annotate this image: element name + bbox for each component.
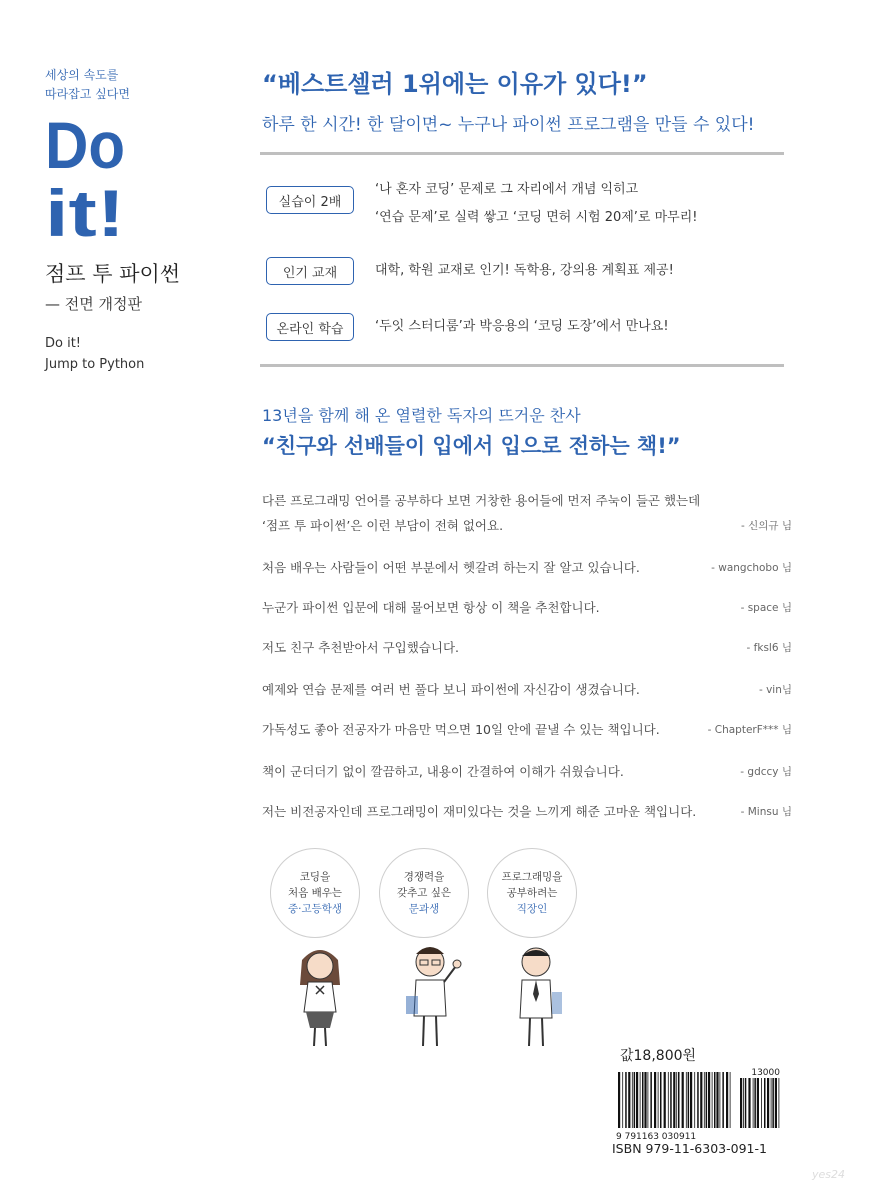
- speech-bubble-student: [270, 848, 360, 938]
- logo-do: Do: [45, 110, 125, 182]
- feature-popular-text: [375, 257, 674, 285]
- review-text: 저도 친구 추천받아서 구입했습니다.: [262, 640, 460, 655]
- barcode-bar: [690, 1072, 692, 1128]
- badge-popular: 인기 교재: [266, 257, 354, 285]
- logo-it: it!: [45, 176, 125, 240]
- liberal-arts-character-illustration: [398, 940, 468, 1050]
- review-text: ‘점프 투 파이썬’은 이런 부담이 전혀 없어요.: [262, 518, 504, 533]
- tagline-line-1: 세상의 속도를: [45, 68, 119, 82]
- tagline-line-2: 따라잡고 싶다면: [45, 87, 130, 101]
- watermark: yes24: [812, 1168, 846, 1181]
- barcode-bars-main: [618, 1072, 731, 1128]
- review-text: 처음 배우는 사람들이 어떤 부분에서 헷갈려 하는지 잘 알고 있습니다.: [262, 560, 640, 575]
- barcode-bar: [694, 1072, 695, 1128]
- barcode-bar: [775, 1078, 777, 1128]
- barcode-bars-addon: [740, 1078, 779, 1128]
- feature-line: 대학, 학원 교재로 인기! 독학용, 강의용 계획표 제공!: [375, 263, 674, 278]
- review-author: - wangchobo 님: [711, 562, 792, 574]
- bubble-line: 코딩을: [299, 871, 331, 883]
- review-author: - fksl6 님: [746, 642, 792, 654]
- bubble-line: 갖추고 싶은: [396, 887, 452, 899]
- barcode-bar: [704, 1072, 705, 1128]
- review-item: [262, 680, 792, 700]
- barcode-addon-code: 13000: [751, 1068, 780, 1078]
- barcode-bar: [700, 1072, 702, 1128]
- isbn-barcode: [614, 1066, 784, 1141]
- review-item: [262, 558, 792, 578]
- review-author: - space 님: [740, 602, 792, 614]
- barcode-bar: [753, 1078, 754, 1128]
- barcode-bar: [743, 1078, 744, 1128]
- bubble-highlight: 직장인: [516, 903, 548, 915]
- barcode-bar: [642, 1072, 644, 1128]
- worker-character-illustration: [508, 940, 568, 1050]
- barcode-bar: [716, 1072, 718, 1128]
- barcode-bar: [720, 1072, 721, 1128]
- review-item: [262, 802, 792, 822]
- isbn-number: ISBN 979-11-6303-091-1: [612, 1141, 767, 1156]
- barcode-bar: [757, 1078, 759, 1128]
- barcode-bar: [636, 1072, 638, 1128]
- review-text: 누군가 파이썬 입문에 대해 물어보면 항상 이 책을 추천합니다.: [262, 600, 600, 615]
- bubble-line: 처음 배우는: [287, 887, 343, 899]
- barcode-bar: [678, 1072, 680, 1128]
- barcode-bar: [648, 1072, 649, 1128]
- divider-bottom: [260, 364, 784, 367]
- barcode-bar: [686, 1072, 687, 1128]
- review-author: - vin님: [758, 684, 792, 696]
- review-author: - Minsu 님: [740, 806, 792, 818]
- review-author: - gdccy 님: [740, 766, 792, 778]
- reviews-headline: “친구와 선배들이 입에서 입으로 전하는 책!”: [262, 434, 681, 458]
- barcode-bar: [714, 1072, 716, 1128]
- barcode-bar: [708, 1072, 710, 1128]
- barcode-bar: [628, 1072, 630, 1128]
- review-text: 예제와 연습 문제를 여러 번 풀다 보니 파이썬에 자신감이 생겼습니다.: [262, 682, 640, 697]
- book-subtitle-korean: — 전면 개정판: [45, 295, 142, 313]
- barcode-bar: [726, 1072, 728, 1128]
- review-item: [262, 598, 792, 618]
- barcode-bar: [767, 1078, 769, 1128]
- do-it-logo: [45, 110, 130, 240]
- review-text: 책이 군더더기 없이 깔끔하고, 내용이 간결하여 이해가 쉬웠습니다.: [262, 764, 624, 779]
- feature-line: ‘나 혼자 코딩’ 문제로 그 자리에서 개념 익히고: [375, 182, 639, 197]
- barcode-bar: [660, 1072, 662, 1128]
- barcode-bar: [730, 1072, 731, 1128]
- price-label: 값18,800원: [620, 1048, 697, 1064]
- barcode-bar: [706, 1072, 708, 1128]
- barcode-bar: [722, 1072, 724, 1128]
- barcode-bar: [748, 1078, 750, 1128]
- bubble-line: 프로그래밍을: [501, 871, 563, 883]
- reviews-intro: 13년을 함께 해 온 열렬한 독자의 뜨거운 찬사: [262, 406, 581, 425]
- barcode-bar: [712, 1072, 713, 1128]
- feature-line: ‘두잇 스터디룸’과 박응용의 ‘코딩 도장’에서 만나요!: [375, 319, 669, 334]
- barcode-bar: [664, 1072, 666, 1128]
- review-item: [262, 762, 792, 782]
- barcode-bar: [640, 1072, 641, 1128]
- barcode-bar: [761, 1078, 762, 1128]
- bubble-highlight: 문과생: [408, 903, 440, 915]
- barcode-bar: [634, 1072, 636, 1128]
- barcode-bar: [697, 1072, 699, 1128]
- barcode-bar: [658, 1072, 659, 1128]
- barcode-bar: [654, 1072, 656, 1128]
- review-text: 가독성도 좋아 전공자가 마음만 먹으면 10일 안에 끝낼 수 있는 책입니다.: [262, 722, 660, 737]
- barcode-bar: [650, 1072, 652, 1128]
- subheadline: 하루 한 시간! 한 달이면~ 누구나 파이썬 프로그램을 만들 수 있다!: [262, 115, 755, 135]
- review-author: - 신의규 님: [740, 520, 792, 532]
- book-title-english: [45, 333, 144, 375]
- review-text: 다른 프로그래밍 언어를 공부하다 보면 거창한 용어들에 먼저 주눅이 들곤 했는데: [262, 493, 701, 508]
- review-text: 저는 비전공자인데 프로그래밍이 재미있다는 것을 느끼게 해준 고마운 책입니다.: [262, 804, 697, 819]
- barcode-bar: [632, 1072, 633, 1128]
- bubble-line: 경쟁력을: [403, 871, 445, 883]
- barcode-ean-digits: 9 791163 030911: [616, 1132, 697, 1141]
- badge-practice: 실습이 2배: [266, 186, 354, 214]
- barcode-bar: [644, 1072, 646, 1128]
- review-item: [262, 720, 792, 740]
- review-author: - ChapterF*** 님: [707, 724, 792, 736]
- barcode-bar: [745, 1078, 747, 1128]
- barcode-bar: [779, 1078, 780, 1128]
- review-item: [262, 638, 792, 658]
- barcode-bar: [772, 1078, 774, 1128]
- title-en-line-2: Jump to Python: [45, 357, 145, 372]
- feature-line: ‘연습 문제’로 실력 쌓고 ‘코딩 면허 시험 20제’로 마무리!: [375, 210, 698, 225]
- barcode-bar: [670, 1072, 672, 1128]
- review-item: [262, 491, 792, 536]
- book-title-korean: 점프 투 파이썬: [45, 262, 181, 286]
- tagline: [45, 66, 130, 104]
- barcode-bar: [673, 1072, 675, 1128]
- badge-online: 온라인 학습: [266, 313, 354, 341]
- barcode-bar: [625, 1072, 627, 1128]
- barcode-bar: [668, 1072, 669, 1128]
- speech-bubble-liberal-arts: [379, 848, 469, 938]
- feature-practice-text: [375, 176, 698, 232]
- bubble-line: 공부하려는: [506, 887, 558, 899]
- student-character-illustration: [290, 940, 350, 1050]
- barcode-bar: [754, 1078, 756, 1128]
- barcode-bar: [682, 1072, 684, 1128]
- headline: “베스트셀러 1위에는 이유가 있다!”: [262, 70, 648, 98]
- barcode-bar: [676, 1072, 677, 1128]
- barcode-bar: [688, 1072, 690, 1128]
- speech-bubble-worker: [487, 848, 577, 938]
- barcode-bar: [740, 1078, 742, 1128]
- barcode-bar: [771, 1078, 772, 1128]
- title-en-line-1: Do it!: [45, 336, 82, 351]
- barcode-bar: [764, 1078, 766, 1128]
- feature-online-text: [375, 313, 669, 341]
- bubble-highlight: 중·고등학생: [287, 903, 343, 915]
- divider-top: [260, 152, 784, 155]
- barcode-bar: [618, 1072, 620, 1128]
- barcode-bar: [622, 1072, 623, 1128]
